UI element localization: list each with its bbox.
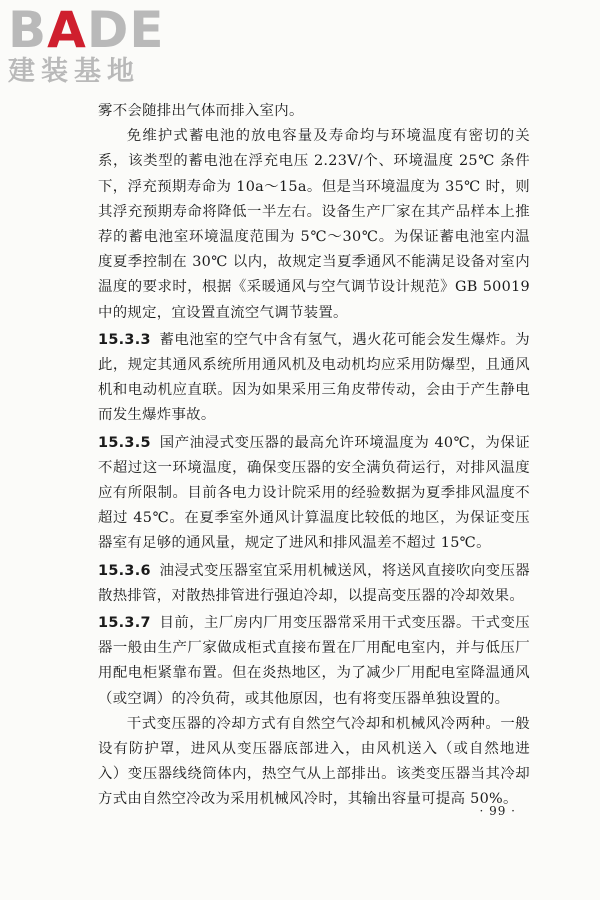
paragraph-continuation [98,99,530,124]
clause-number: 15.3.7 [98,615,151,632]
clause-number: 15.3.5 [98,434,151,451]
clause-15-3-6 [98,559,530,609]
paragraph-battery-life [98,124,530,326]
clause-15-3-3 [98,328,530,429]
logo-subtitle: 建装基地 [8,56,140,87]
paragraph-text: 目前，主厂房内厂用变压器常采用干式变压器。干式变压器一般由生产厂家做成柜式直接布置在厂用配电室内，并与低压厂用配电柜紧靠布置。但在炎热地区，为了减少厂用配电室降温通风（或空调）的冷负荷，或其他原因，也有将变压器单独设置的。 [98,615,530,707]
clause-15-3-5 [98,431,530,557]
logo-wordmark [8,1,178,59]
clause-number: 15.3.6 [98,562,151,579]
logo-letter-b: B [8,1,48,59]
paragraph-text: 蓄电池室的空气中含有氢气，遇火花可能会发生爆炸。为此，规定其通风系统所用通风机及电动机均应采用防爆型，且通风机和电动机应直联。因为如果采用三角皮带传动，会由于产生静电而发生爆炸事故。 [98,331,530,424]
logo-letters-de: DE [86,1,165,59]
paragraph-dry-transformer-cooling [98,712,530,813]
paragraph-text: 免维护式蓄电池的放电容量及寿命均与环境温度有密切的关系，该类型的蓄电池在浮充电压 2.23V/个、环境温度 25℃ 条件下，浮充预期寿命为 10a～15a。但是当环境温度为 35℃ 时，则其浮充预期寿命将降低一半左右。设备生产厂家在其产品样本上推荐的蓄电池室环境温度范围为 5℃～30℃。为保证蓄电池室内温度夏季控制在 30℃ 以内，故规定当夏季通风不能满足设备对室内温度的要求时，根据《采暖通风与空气调节设计规范》GB 50019 中的规定，宜设置直流空气调节装置。 [98,128,530,321]
logo-letter-a-accent: A [47,1,87,59]
paragraph-text: 干式变压器的冷却方式有自然空气冷却和机械风冷两种。一般设有防护罩，进风从变压器底部进入，由风机送入（或自然地进入）变压器线绕筒体内，热空气从上部排出。该类变压器当其冷却方式由自然空冷改为采用机械风冷时，其输出容量可提高 50%。 [98,715,530,808]
clause-number: 15.3.3 [98,331,151,348]
paragraph-text: 雾不会随排出气体而排入室内。 [98,103,304,119]
paragraph-text: 国产油浸式变压器的最高允许环境温度为 40℃，为保证不超过这一环境温度，确保变压器的安全满负荷运行，对排风温度应有所限制。目前各电力设计院采用的经验数据为夏季排风温度不超过 45℃。在夏季室外通风计算温度比较低的地区，为保证变压器室有足够的通风量，规定了进风和排风温差不超过 15℃。 [98,434,530,552]
document-body [98,99,530,813]
clause-15-3-7 [98,611,530,712]
page-number: · 99 · [479,804,516,818]
paragraph-text: 油浸式变压器室宜采用机械送风，将送风直接吹向变压器散热排管，对散热排管进行强迫冷却，以提高变压器的冷却效果。 [98,562,530,604]
bade-logo [8,1,178,94]
